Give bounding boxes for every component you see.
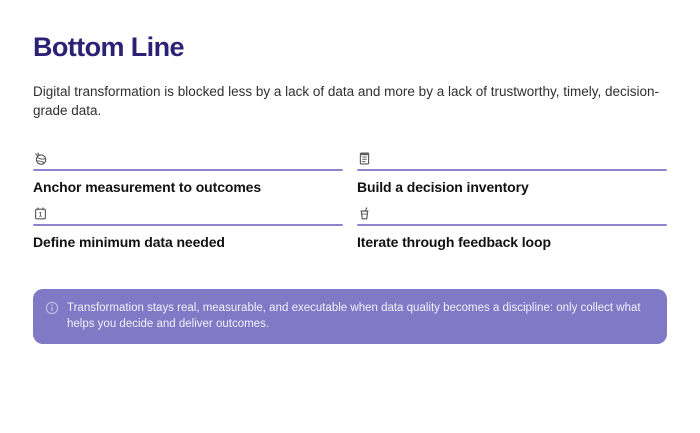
grid-item-feedback-loop [357,206,667,250]
item-label: Define minimum data needed [33,234,225,251]
svg-text:1: 1 [38,212,43,220]
yarn-ball-icon [33,151,343,166]
callout-text: Transformation stays real, measurable, and executable when data quality becomes a discipline: only collect what helps you decide and deliver outcomes. [67,302,641,331]
grid-item-anchor-measurement [33,151,343,195]
info-icon [45,301,59,320]
intro-paragraph: Digital transformation is blocked less by a lack of data and more by a lack of trustworthy, timely, decision-grade data. [33,84,660,119]
item-label: Iterate through feedback loop [357,234,551,251]
item-divider [357,224,667,226]
key-points-grid [33,151,667,250]
item-divider [33,224,343,226]
document-icon [357,151,667,166]
item-label: Build a decision inventory [357,179,529,196]
item-divider [357,169,667,171]
item-label: Anchor measurement to outcomes [33,179,262,196]
grid-item-decision-inventory [357,151,667,195]
page-title: Bottom Line [33,32,184,62]
page [0,33,700,344]
item-divider [33,169,343,171]
grid-item-minimum-data [33,206,343,250]
cup-with-straw-icon [357,206,667,221]
calendar-icon [33,206,343,221]
summary-callout [33,289,667,344]
